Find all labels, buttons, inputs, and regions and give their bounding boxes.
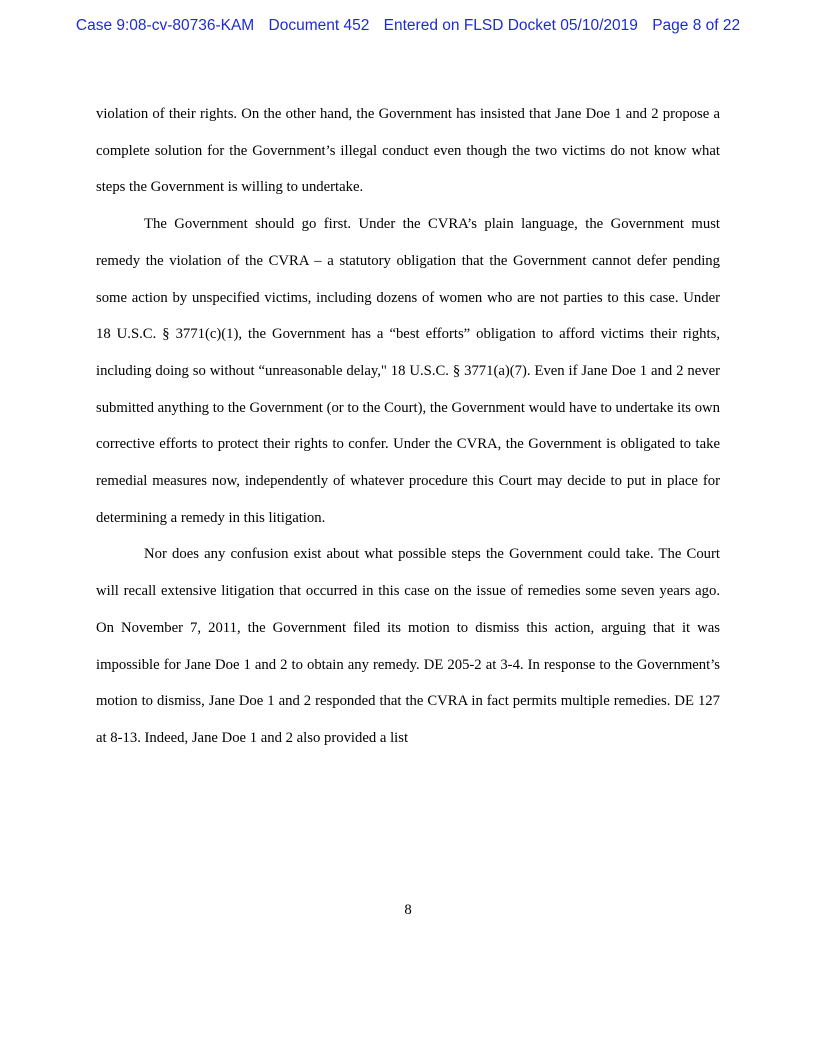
- document-number: Document 452: [268, 17, 370, 34]
- paragraph: The Government should go first. Under the CVRA’s plain language, the Government must remedy the violation of the CVRA – a statutory obligation that the Government cannot defer pending some action by unspecified victims, including dozens of women who are not parties to this case. Under 18 U.S.C. § 3771(c)(1), the Government has a “best efforts” obligation to afford victims their rights, including doing so without “unreasonable delay," 18 U.S.C. § 3771(a)(7). Even if Jane Doe 1 and 2 never submitted anything to the Government (or to the Court), the Government would have to undertake its own corrective efforts to protect their rights to confer. Under the CVRA, the Government is obligated to take remedial measures now, independently of whatever procedure this Court may decide to put in place for determining a remedy in this litigation.: [96, 216, 720, 526]
- page-number: 8: [404, 902, 412, 918]
- case-number: Case 9:08-cv-80736-KAM: [75, 17, 255, 34]
- paragraph: Nor does any confusion exist about what possible steps the Government could take. The Court will recall extensive litigation that occurred in this case on the issue of remedies some seven years ago. On November 7, 2011, the Government filed its motion to dismiss this action, arguing that it was impossible for Jane Doe 1 and 2 to obtain any remedy. DE 205-2 at 3-4. In response to the Government’s motion to dismiss, Jane Doe 1 and 2 responded that the CVRA in fact permits multiple remedies. DE 127 at 8-13. Indeed, Jane Doe 1 and 2 also provided a list: [96, 546, 720, 746]
- page-indicator: Page 8 of 22: [652, 17, 741, 34]
- paragraph-continuation: violation of their rights. On the other hand, the Government has insisted that Jane Doe 1 and 2 propose a complete solution for the Government’s illegal conduct even though the two victims do not know what steps the Government is willing to undertake.: [96, 106, 720, 196]
- docket-header: [0, 17, 816, 35]
- docket-entry: Entered on FLSD Docket 05/10/2019: [383, 17, 638, 34]
- document-body: [96, 96, 720, 757]
